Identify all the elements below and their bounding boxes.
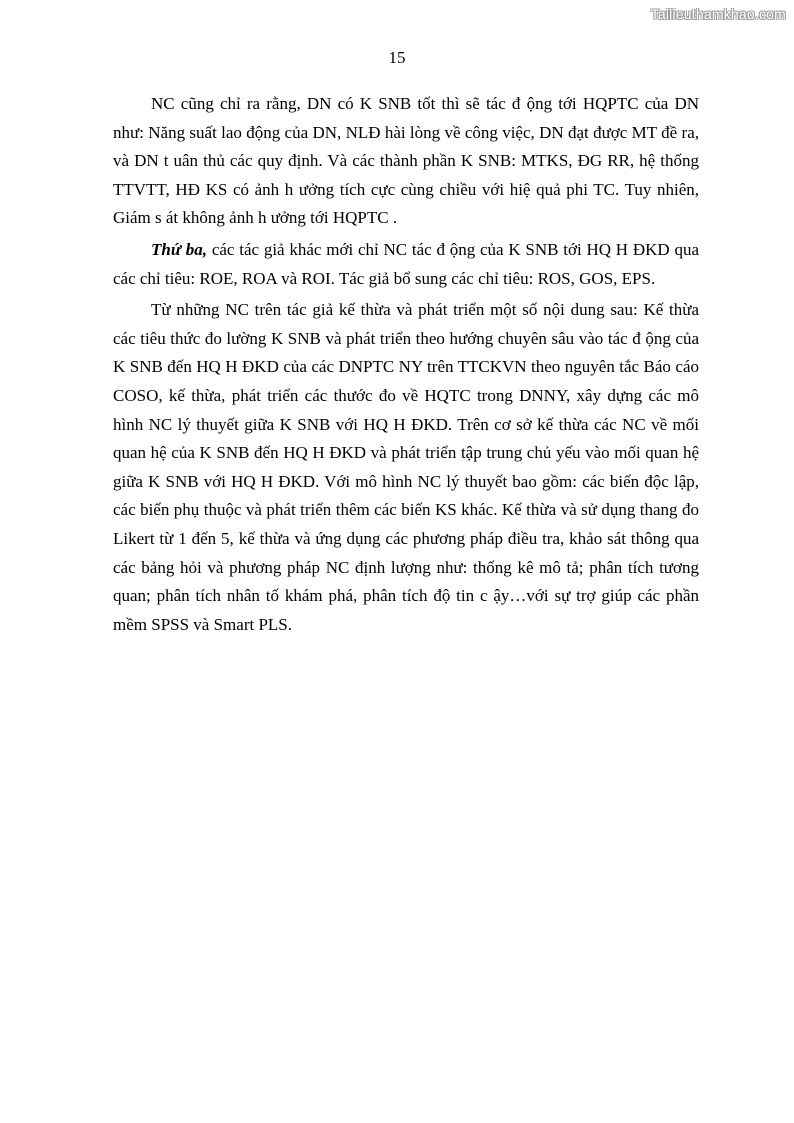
paragraph-2 [113,236,699,293]
paragraph-2-text: các tác giả khác mới chỉ NC tác đ ộng của K SNB tới HQ H ĐKD qua các chỉ tiêu: ROE, ROA và ROI. Tác giả bổ sung các chỉ tiêu: ROS, GOS, EPS. [113,239,700,288]
paragraph-1-text: NC cũng chỉ ra rằng, DN có K SNB tốt thì sẽ tác đ ộng tới HQPTC của DN như: Năng suất lao động của DN, NLĐ hài lòng về công việc, DN đạt được MT đề ra, và DN t uân thủ các quy định. Và các thành phần K SNB: MTKS, ĐG RR, hệ thống TTVTT, HĐ KS có ảnh h ưởng tích cực cùng chiều với hiệ quả phi TC. Tuy nhiên, Giám s át không ảnh h ưởng tới HQPTC . [113,94,699,228]
watermark-text: Tailieuthamkhao.com [650,6,786,22]
paragraph-3 [113,296,699,639]
paragraph-3-text: Từ những NC trên tác giả kế thừa và phát triển một số nội dung sau: Kế thừa các tiêu thức đo lường K SNB và phát triển theo hướng chuyên sâu vào tác đ ộng của K SNB đến HQ H ĐKD của các DNPTC NY trên TTCKVN theo nguyên tắc Báo cáo COSO, kế thừa, phát triển các thước đo về HQTC trong DNNY, xây dựng các mô hình NC lý thuyết giữa K SNB với HQ H ĐKD. Trên cơ sở kế thừa các NC về mối quan hệ của K SNB đến HQ H ĐKD và phát triển tập trung chủ yếu vào mối quan hệ giữa K SNB với HQ H ĐKD. Với mô hình NC lý thuyết bao gồm: các biến độc lập, các biến phụ thuộc và phát triển thêm các biến KS khác. Kế thừa và sử dụng thang đo Likert từ 1 đến 5, kế thừa và ứng dụng các phương pháp điều tra, khảo sát thông qua các bảng hỏi và phương pháp NC định lượng như: thống kê mô tả; phân tích tương quan; phân tích nhân tố khám phá, phân tích độ tin c ậy…với sự trợ giúp các phần mềm SPSS và Smart PLS. [113,300,699,634]
document-body [113,90,699,642]
paragraph-2-lead: Thứ ba, [151,239,208,259]
paragraph-1 [113,90,699,233]
page-number: 15 [388,48,406,67]
